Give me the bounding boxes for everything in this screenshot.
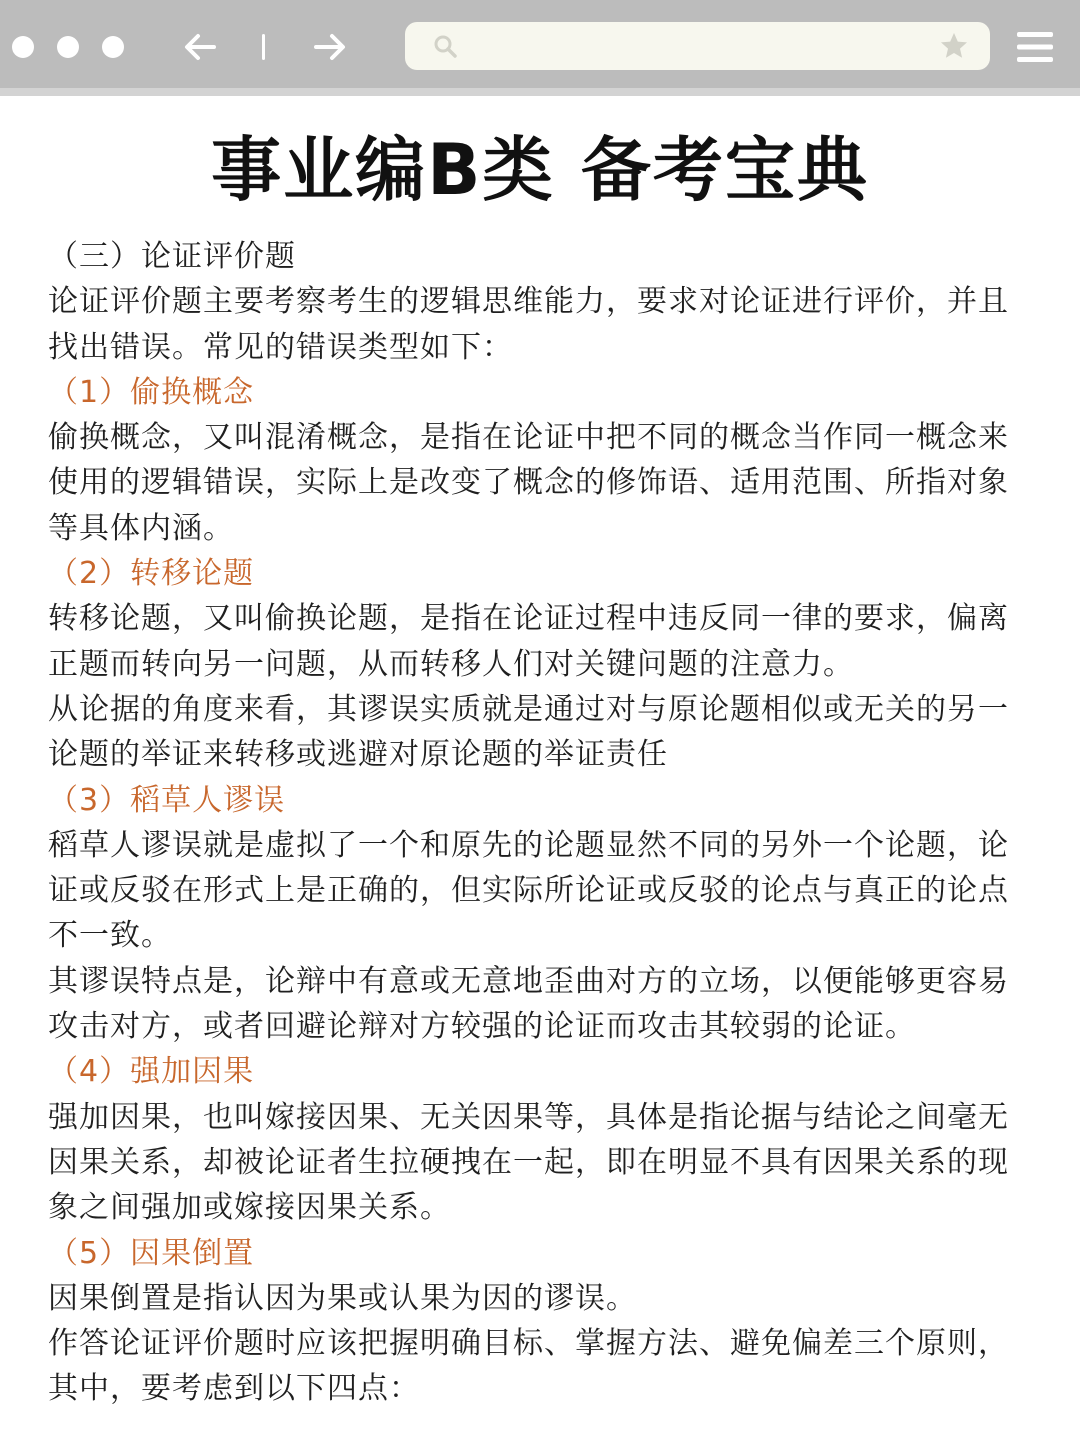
item-heading-1: （1）偷换概念 (48, 374, 255, 410)
article-content (48, 234, 1038, 1412)
section-title: （三）论证评价题 (48, 239, 296, 274)
window-dot-1[interactable] (12, 36, 34, 58)
item-1-paragraph-1: 偷换概念，又叫混淆概念，是指在论证中把不同的概念当作同一概念来使用的逻辑错误，实际上是改变了概念的修饰语、适用范围、所指对象等具体内涵。 (48, 420, 1009, 546)
intro-paragraph: 论证评价题主要考察考生的逻辑思维能力，要求对论证进行评价，并且找出错误。常见的错误类型如下： (48, 284, 1009, 365)
browser-toolbar (0, 0, 1080, 96)
star-icon[interactable] (938, 30, 970, 62)
item-5-paragraph-1: 因果倒置是指认因为果或认果为因的谬误。 (48, 1280, 637, 1316)
nav-divider (262, 34, 265, 60)
item-2-paragraph-2: 从论据的角度来看，其谬误实质就是通过对与原论题相似或无关的另一论题的举证来转移或逃避对原论题的举证责任 (48, 691, 1009, 773)
address-bar[interactable] (405, 22, 990, 70)
forward-button[interactable] (304, 22, 354, 72)
hamburger-menu-icon[interactable] (1016, 30, 1054, 64)
item-heading-3: （3）稻草人谬误 (48, 782, 286, 818)
item-4-paragraph-1: 强加因果，也叫嫁接因果、无关因果等，具体是指论据与结论之间毫无因果关系，却被论证者生拉硬拽在一起，即在明显不具有因果关系的现象之间强加或嫁接因果关系。 (48, 1099, 1009, 1226)
back-button[interactable] (176, 22, 226, 72)
item-heading-2: （2）转移论题 (48, 556, 255, 592)
item-3-paragraph-2: 其谬误特点是，论辩中有意或无意地歪曲对方的立场，以便能够更容易攻击对方，或者回避论辩对方较强的论证而攻击其较弱的论证。 (48, 963, 1009, 1045)
item-heading-5: （5）因果倒置 (48, 1235, 255, 1271)
window-dot-3[interactable] (102, 36, 124, 58)
item-2-paragraph-1: 转移论题，又叫偷换论题，是指在论证过程中违反同一律的要求，偏离正题而转向另一问题，从而转移人们对关键问题的注意力。 (48, 601, 1009, 682)
arrow-right-icon (304, 22, 354, 72)
item-3-paragraph-1: 稻草人谬误就是虚拟了一个和原先的论题显然不同的另外一个论题，论证或反驳在形式上是正确的，但实际所论证或反驳的论点与真正的论点不一致。 (48, 827, 1009, 954)
page-title: 事业编B类 备考宝典 (211, 129, 869, 211)
search-icon (431, 32, 459, 60)
arrow-left-icon (176, 22, 226, 72)
item-5-paragraph-2: 作答论证评价题时应该把握明确目标、掌握方法、避免偏差三个原则，其中，要考虑到以下四点： (48, 1326, 1009, 1407)
item-heading-4: （4）强加因果 (48, 1054, 255, 1090)
window-dot-2[interactable] (57, 36, 79, 58)
